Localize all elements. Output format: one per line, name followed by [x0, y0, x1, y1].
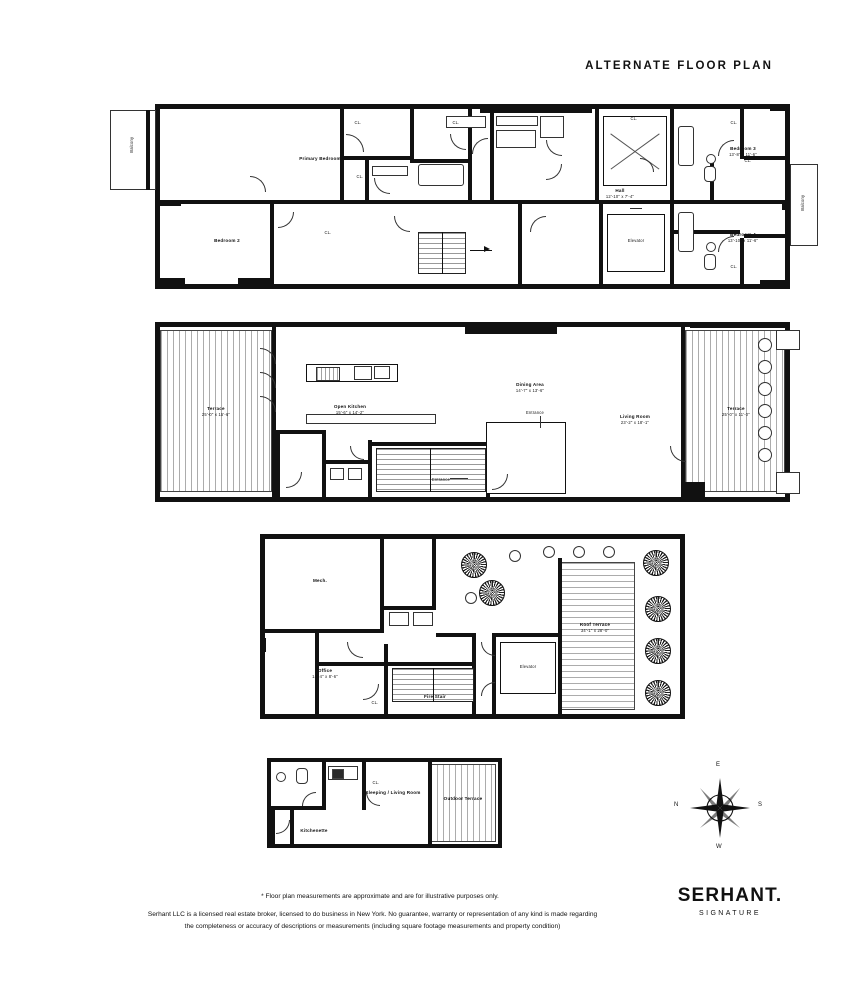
room-label-mech: Mech. [312, 578, 328, 583]
room-label-bedroom-4: Bedroom 4 13'-10" x 11'-6" [727, 232, 759, 244]
compass-rose [674, 762, 763, 850]
planter-2 [479, 580, 505, 606]
closet-tag-1: CL. [354, 120, 362, 125]
room-label-balcony-left: Balcony [129, 136, 135, 153]
room-label-office: Office 14'-4" x 8'-6" [312, 668, 338, 680]
measurement-note: * Floor plan measurements are approximate and are for illustrative purposes only. [261, 893, 499, 900]
room-label-entrance-1: Entrance [526, 410, 544, 415]
kitchen-range [354, 366, 372, 380]
room-label-bedroom-3: Bedroom 3 13'-8" x 11'-6" [729, 146, 757, 158]
compass-icon [684, 772, 756, 844]
sink-cellar [276, 772, 286, 782]
disclaimer-line-2: the completeness or accuracy of descriptions or measurements (including square footage measurements and property condition) [184, 923, 561, 930]
room-label-terrace-left: Terrace 25'-0" x 15'-6" [201, 406, 231, 418]
room-label-terrace-right: Terrace 25'-0" x 11'-0" [722, 406, 750, 418]
disclaimer-line-1: Serhant LLC is a licensed real estate broker, licensed to do business in New York. No guarantee, warranty or representation of any kind is made regarding [147, 911, 598, 918]
floor-living-level [110, 322, 800, 502]
floor-bedroom-level [110, 104, 806, 289]
mech-unit-2 [413, 612, 433, 626]
room-label-hall: Hall 12'-10" x 7'-4" [605, 188, 635, 200]
closet-tag-6: CL. [730, 120, 738, 125]
closet-tag-2: CL. [356, 174, 364, 179]
planter-1 [461, 552, 487, 578]
room-label-bedroom-2: Bedroom 2 [214, 238, 240, 243]
room-label-balcony-right: Balcony [800, 194, 806, 211]
room-label-elevator-roof: Elevator [519, 664, 537, 669]
page-title: ALTERNATE FLOOR PLAN [585, 60, 773, 72]
planter-6 [645, 680, 671, 706]
room-label-roof-terrace: Roof Terrace 34'-1" x 28'-0" [579, 622, 611, 634]
powder-vanity [330, 468, 344, 480]
closet-shelf-upper-3 [540, 116, 564, 138]
compass-label-south: S [758, 802, 763, 808]
outdoor-terrace-deck [430, 764, 496, 842]
brand-sub: SIGNATURE [699, 910, 761, 917]
closet-tag-7: CL. [744, 158, 752, 163]
compass-label-east: E [716, 762, 721, 768]
planter-3 [643, 550, 669, 576]
closet-tag-4: CL. [324, 230, 332, 235]
floor-roof-level [255, 534, 685, 719]
roof-terrace-deck [559, 562, 635, 710]
closet-tag-3: CL. [452, 120, 460, 125]
room-label-open-kitchen: Open Kitchen 15'-6" x 14'-2" [333, 404, 367, 416]
powder-fixture [348, 468, 362, 480]
closet-tag-roof: CL. [371, 700, 379, 705]
room-label-kitchenette: Kitchenette [300, 828, 328, 833]
toilet-right-upper [704, 166, 716, 182]
closet-tag-cellar: CL. [372, 780, 380, 785]
toilet-right-lower [704, 254, 716, 270]
room-label-outdoor-terrace: Outdoor Terrace [443, 796, 483, 801]
stair-living-level [376, 448, 486, 492]
planter-5 [645, 638, 671, 664]
compass-label-west: W [716, 844, 722, 850]
bathtub-primary [418, 164, 464, 186]
planter-4 [645, 596, 671, 622]
kitchen-sink [374, 366, 390, 379]
toilet-cellar [296, 768, 308, 784]
room-label-primary-bedroom: Primary Bedroom [299, 156, 341, 161]
closet-shelf-upper-2 [496, 116, 538, 126]
brand-name: SERHANT. [677, 885, 783, 906]
closet-tag-8: CL. [730, 264, 738, 269]
room-label-dining-area: Dining Area 14'-7" x 13'-6" [515, 382, 545, 394]
mech-unit-1 [389, 612, 409, 626]
shower-upper [496, 130, 536, 148]
closet-tag-5: CL. [630, 116, 638, 121]
room-label-entrance-2: Entrance [432, 477, 450, 482]
room-label-elevator-bedroom: Elevator [627, 238, 645, 243]
brand-logo [640, 885, 820, 917]
compass-label-north: N [674, 802, 679, 808]
room-label-sleeping-living: Sleeping / Living Room [365, 790, 421, 795]
room-label-fire-stair: Fire Stair [424, 694, 446, 699]
room-label-living-room: Living Room 23'-2" x 18'-1" [619, 414, 651, 426]
floor-cellar-level [262, 758, 502, 848]
vanity-primary [372, 166, 408, 176]
